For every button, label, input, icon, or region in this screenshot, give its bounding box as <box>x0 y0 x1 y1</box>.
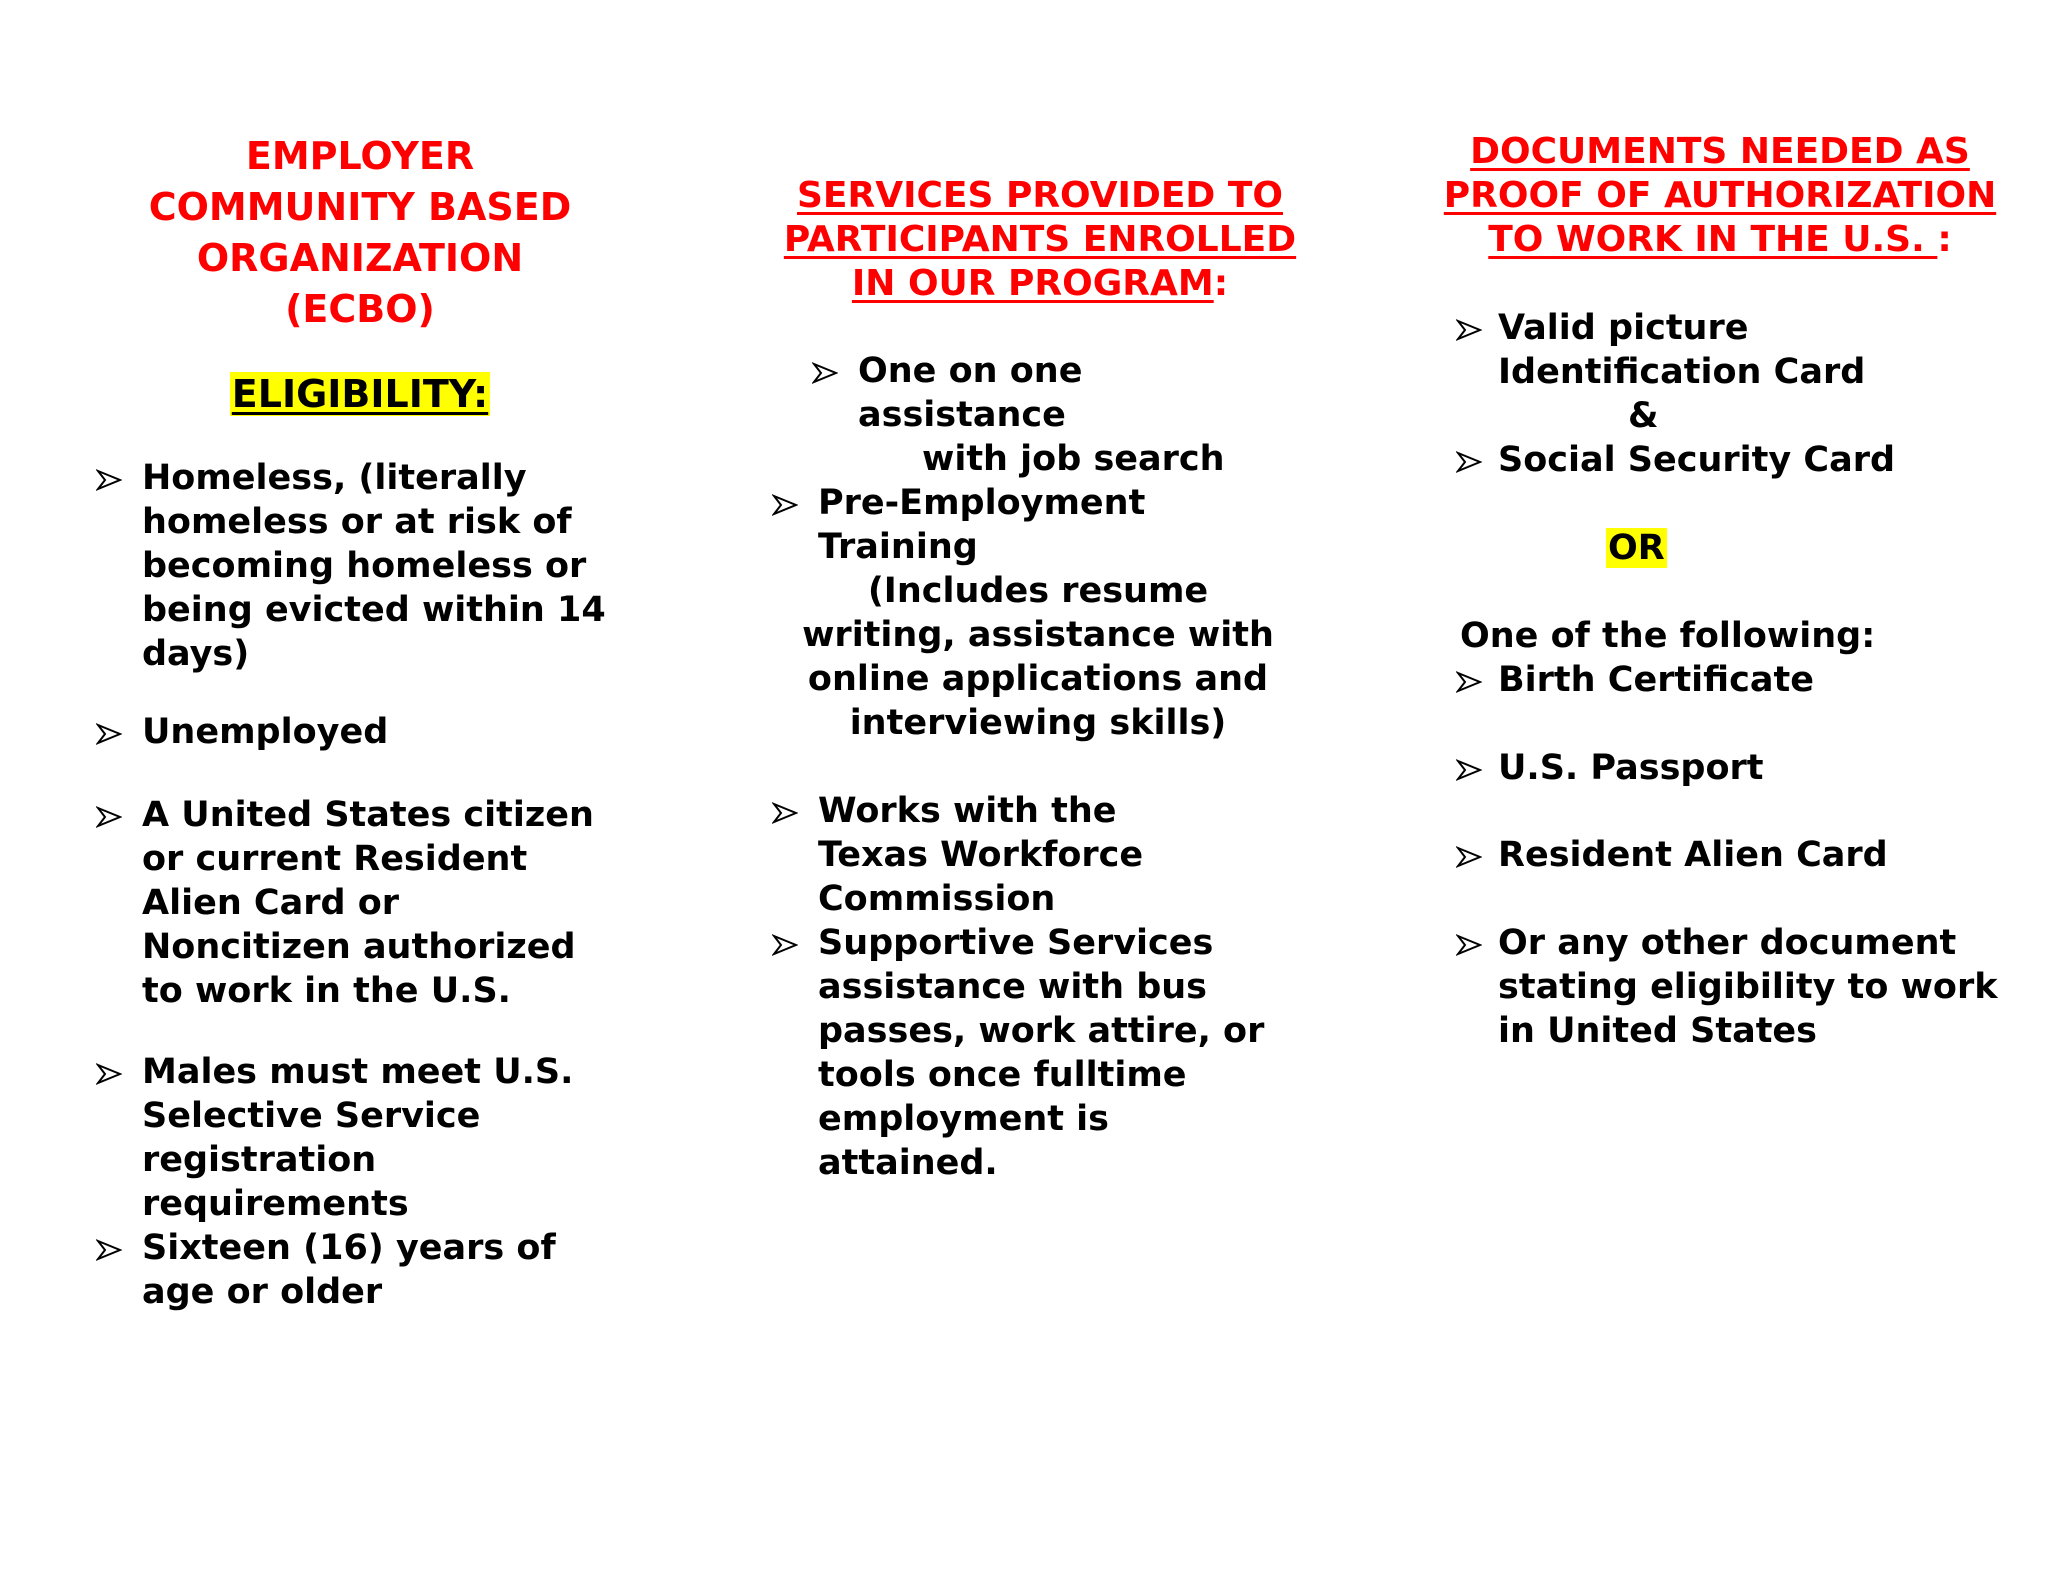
arrow-bullet-icon <box>772 802 798 824</box>
list-item-text: A United States citizen or current Resident Alien Card or Noncitizen authorized to work in the U.S. <box>142 795 594 1011</box>
list-item-text: Works with the Texas Workforce Commission <box>818 791 1144 919</box>
arrow-bullet-icon <box>1456 846 1482 868</box>
title-line: EMPLOYER <box>245 134 475 178</box>
list-item <box>96 793 616 1013</box>
list-item-text: Resident Alien Card <box>1498 835 1888 875</box>
list-item-heading: Pre-Employment Training <box>818 483 1146 567</box>
arrow-bullet-icon <box>812 362 838 384</box>
list-item <box>1456 438 2016 482</box>
or-label-wrap <box>1606 526 1667 570</box>
list-item-text: Or any other document stating eligibility to work in United States <box>1498 923 1998 1051</box>
arrow-bullet-icon <box>1456 934 1482 956</box>
list-item-text: Males must meet U.S. Selective Service registration requirements <box>142 1052 574 1224</box>
list-item <box>1456 833 2016 877</box>
one-of-label: One of the following: <box>1460 616 1876 656</box>
title-line: (ECBO) <box>285 287 435 331</box>
arrow-bullet-icon <box>1456 759 1482 781</box>
title-line: COMMUNITY BASED <box>148 185 572 229</box>
list-item-text: Unemployed <box>142 712 389 752</box>
arrow-bullet-icon <box>1456 319 1482 341</box>
services-heading <box>760 174 1320 306</box>
heading-line: PARTICIPANTS ENROLLED <box>783 219 1297 260</box>
list-item <box>772 921 1292 1185</box>
list-item <box>1456 921 2016 1053</box>
list-item <box>1456 658 2016 702</box>
heading-line: PROOF OF AUTHORIZATION <box>1443 175 1997 216</box>
heading-colon: : <box>1937 219 1952 260</box>
arrow-bullet-icon <box>96 806 122 828</box>
arrow-bullet-icon <box>1456 451 1482 473</box>
list-item-text <box>858 349 1292 481</box>
list-item-text: Social Security Card <box>1498 440 1896 480</box>
documents-heading <box>1440 130 2000 262</box>
heading-line: DOCUMENTS NEEDED AS <box>1470 131 1970 172</box>
list-item <box>1456 306 2016 394</box>
heading-colon: : <box>1213 263 1229 304</box>
eligibility-heading-wrap <box>110 368 610 420</box>
list-item <box>96 710 616 754</box>
ampersand: & <box>1628 396 1659 436</box>
list-item-text: Valid picture Identification Card <box>1498 308 1866 392</box>
list-item <box>96 1050 636 1226</box>
list-item-text: Sixteen (16) years of age or older <box>142 1228 556 1312</box>
heading-line: IN OUR PROGRAM <box>851 263 1214 304</box>
title-line: ORGANIZATION <box>196 236 524 280</box>
list-item <box>96 1226 616 1314</box>
or-label: OR <box>1608 528 1665 568</box>
list-item <box>812 349 1292 481</box>
list-item <box>772 789 1292 921</box>
list-item-text: Supportive Services assistance with bus passes, work attire, or tools once fulltime employment is attained. <box>818 923 1265 1183</box>
list-item-text: Homeless, (literally homeless or at risk of becoming homeless or being evicted within 14 days) <box>142 458 606 674</box>
arrow-bullet-icon <box>96 723 122 745</box>
arrow-bullet-icon <box>1456 671 1482 693</box>
list-item-line: One on one assistance <box>858 351 1083 435</box>
arrow-bullet-icon <box>96 1063 122 1085</box>
list-item-text: U.S. Passport <box>1498 748 1764 788</box>
arrow-bullet-icon <box>772 934 798 956</box>
list-item-text: Birth Certificate <box>1498 660 1814 700</box>
arrow-bullet-icon <box>772 494 798 516</box>
list-item <box>1456 746 2016 790</box>
list-item-text: (Includes resume writing, assistance with online applications and interviewing skills) <box>802 571 1274 743</box>
eligibility-heading: ELIGIBILITY: <box>231 372 489 416</box>
arrow-bullet-icon <box>96 1239 122 1261</box>
list-item-line: with job search <box>922 439 1225 479</box>
ecbo-title <box>110 131 610 335</box>
list-item <box>772 481 1312 745</box>
list-item <box>96 456 616 676</box>
heading-line: TO WORK IN THE U.S. <box>1488 219 1938 260</box>
arrow-bullet-icon <box>96 469 122 491</box>
heading-line: SERVICES PROVIDED TO <box>796 175 1284 216</box>
